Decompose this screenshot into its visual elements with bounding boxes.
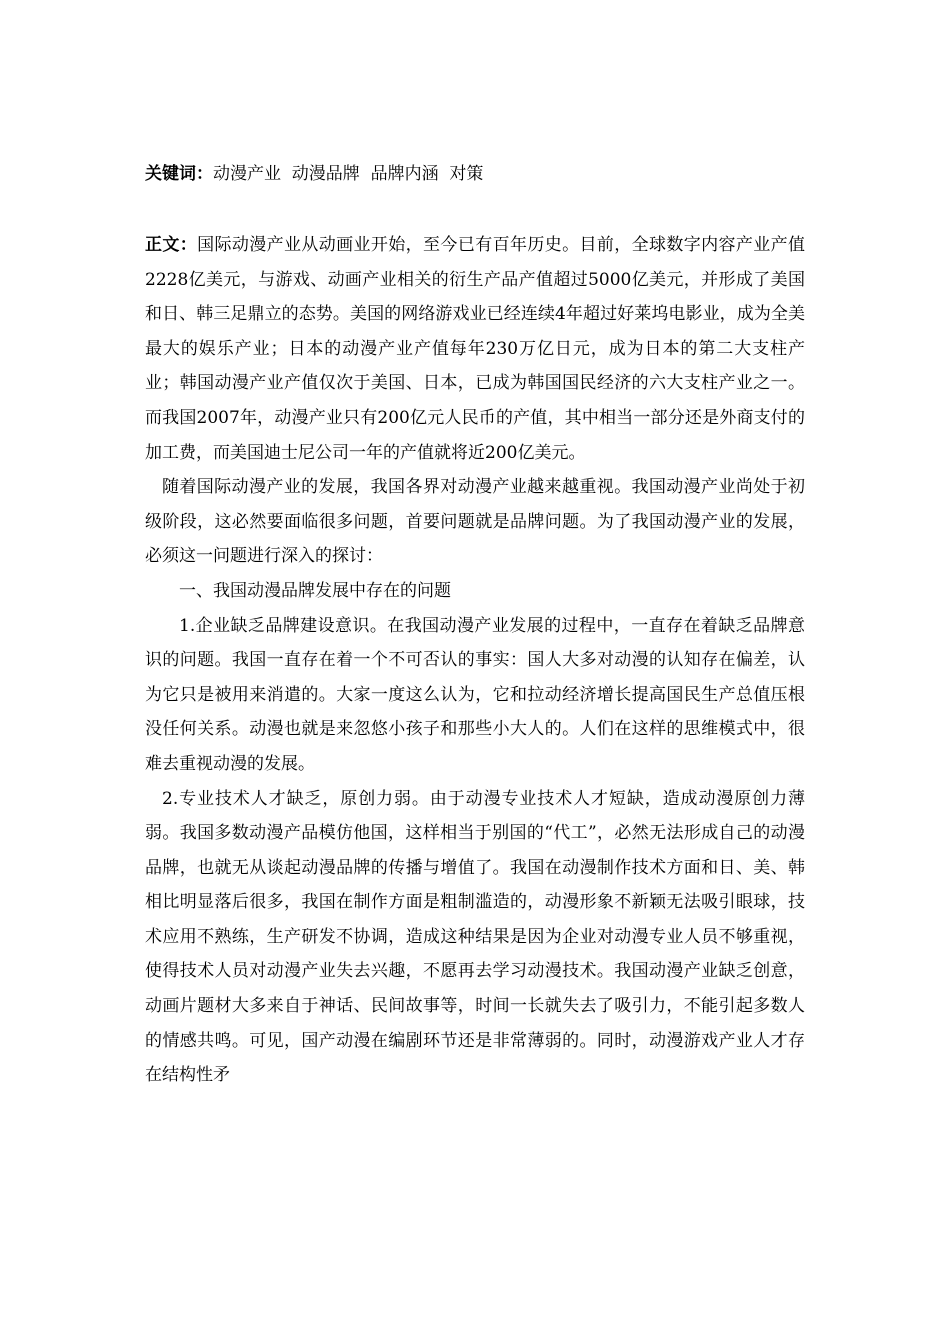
body-text (145, 228, 805, 1093)
section-heading-1: 一、我国动漫品牌发展中存在的问题 (179, 580, 451, 601)
paragraph-1-text: 国际动漫产业从动画业开始，至今已有百年历史。目前，全球数字内容产业产值2228亿美元，与游戏、动画产业相关的衍生产品产值超过5000亿美元，并形成了美国和日、韩三足鼎立的态势。美国的网络游戏业已经连续4年超过好莱坞电影业，成为全美最大的娱乐产业；日本的动漫产业产值每年230万亿日元，成为日本的第二大支柱产业；韩国动漫产业产值仅次于美国、日本，已成为韩国国民经济的六大支柱产业之一。而我国2007年，动漫产业只有200亿元人民币的产值，其中相当一部分还是外商支付的加工费，而美国迪士尼公司一年的产值就将近200亿美元。 (145, 235, 806, 463)
keywords-line (145, 156, 805, 192)
keywords-terms: 动漫产业 动漫品牌 品牌内涵 对策 (213, 164, 484, 184)
body-label: 正文： (145, 235, 198, 255)
paragraph-1 (145, 228, 805, 470)
spacer (145, 192, 805, 228)
paragraph-2: 随着国际动漫产业的发展，我国各界对动漫产业越来越重视。我国动漫产业尚处于初级阶段，这必然要面临很多问题，首要问题就是品牌问题。为了我国动漫产业的发展，必须这一问题进行深入的探讨： (145, 477, 805, 567)
paragraph-3: 1.企业缺乏品牌建设意识。在我国动漫产业发展的过程中，一直存在着缺乏品牌意识的问题。我国一直存在着一个不可否认的事实：国人大多对动漫的认知存在偏差，认为它只是被用来消遣的。大家一度这么认为，它和拉动经济增长提高国民生产总值压根没任何关系。动漫也就是来忽悠小孩子和那些小大人的。人们在这样的思维模式中，很难去重视动漫的发展。 (145, 615, 805, 774)
keywords-label: 关键词： (145, 164, 213, 184)
paragraph-4: 2.专业技术人才缺乏，原创力弱。由于动漫专业技术人才短缺，造成动漫原创力薄弱。我国多数动漫产品模仿他国，这样相当于别国的“代工”，必然无法形成自己的动漫品牌，也就无从谈起动漫品牌的传播与增值了。我国在动漫制作技术方面和日、美、韩相比明显落后很多，我国在制作方面是粗制滥造的，动漫形象不新颖无法吸引眼球，技术应用不熟练，生产研发不协调，造成这种结果是因为企业对动漫专业人员不够重视，使得技术人员对动漫产业失去兴趣，不愿再去学习动漫技术。我国动漫产业缺乏创意，动画片题材大多来自于神话、民间故事等，时间一长就失去了吸引力，不能引起多数人的情感共鸣。可见，国产动漫在编剧环节还是非常薄弱的。同时，动漫游戏产业人才存在结构性矛 (145, 788, 805, 1086)
document-page (145, 156, 805, 1093)
